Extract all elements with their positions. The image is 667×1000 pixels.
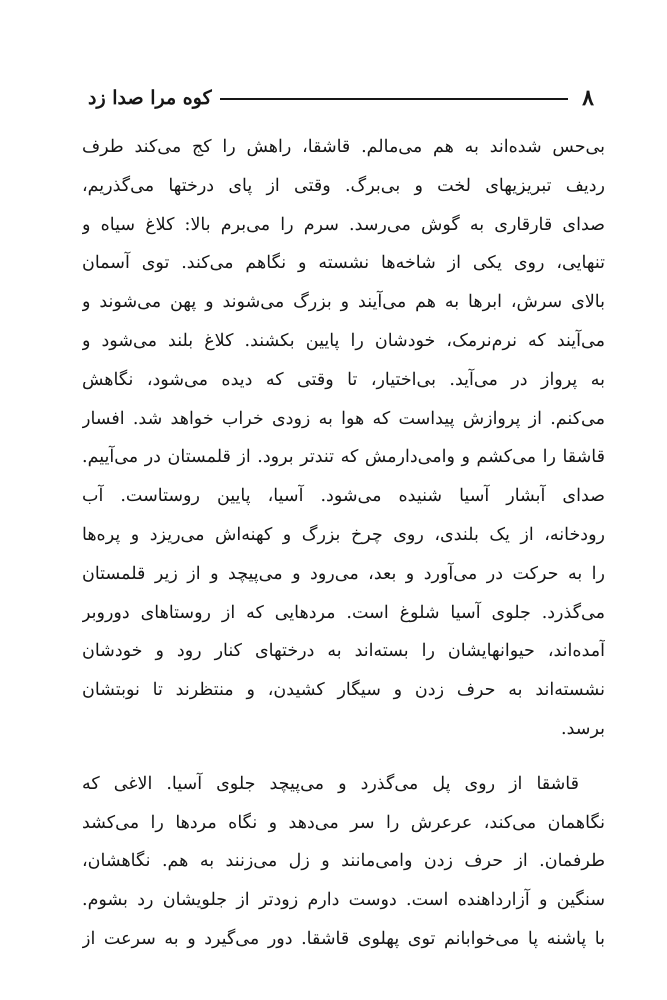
paragraph-spacer xyxy=(82,749,605,765)
text-line: قاشقا از روی پل می‌گذرد و می‌پیچد جلوی آسیا. الاغی که xyxy=(82,773,579,794)
text-line: نشسته‌اند به حرف زدن و سیگار کشیدن، و منتظرند تا نوبتشان xyxy=(82,680,605,701)
text-line: بی‌حس شده‌اند به هم می‌مالم. قاشقا، راهش را کج می‌کند طرف xyxy=(82,137,605,157)
running-title: کوه مرا صدا زد xyxy=(88,87,212,109)
text-line: نگاهمان می‌کند، عرعرش را سر می‌دهد و نگاه مردها را می‌کشد xyxy=(82,812,605,833)
page-number: ۸ xyxy=(582,85,594,111)
text-line: با پاشنه پا می‌خوابانم توی پهلوی قاشقا. دور می‌گیرد و به سرعت از xyxy=(82,928,605,949)
body-text xyxy=(82,128,605,959)
text-line: می‌کنم. از پروازش پیداست که هوا به زودی خراب خواهد شد. افسار xyxy=(82,408,605,429)
text-line: تنهایی، روی یکی از شاخه‌ها نشسته و نگاهم می‌کند. توی آسمان xyxy=(82,253,605,274)
text-line: می‌آیند که نرم‌نرمک، خودشان را پایین بکشند. کلاغ بلند می‌شود و xyxy=(82,330,605,351)
text-line: ردیف تبریزیهای لخت و بی‌برگ. وقتی از پای درختها می‌گذریم، xyxy=(82,175,605,196)
text-line: سنگین و آزارداهنده است. دوست دارم زودتر از جلویشان رد بشوم. xyxy=(82,890,605,911)
text-line: برسد. xyxy=(561,718,605,739)
paragraph-1 xyxy=(82,128,605,749)
header-rule xyxy=(220,98,568,100)
text-line: رودخانه، از یک بلندی، روی چرخ بزرگ و کهنه‌اش می‌ریزد و پره‌ها xyxy=(82,524,605,545)
text-line: به پرواز در می‌آید. بی‌اختیار، تا وقتی که دیده می‌شود، نگاهش xyxy=(82,369,605,390)
text-line: آمده‌اند، حیوانهایشان را بسته‌اند به درختهای کنار رود و خودشان xyxy=(82,641,605,662)
text-line: طرفمان. از حرف زدن وامی‌مانند و زل می‌زنند به هم. نگاهشان، xyxy=(82,851,605,872)
text-line: صدای قارقاری به گوش می‌رسد. سرم را می‌برم بالا: کلاغ سیاه و xyxy=(82,214,605,235)
text-line: را به حرکت در می‌آورد و بعد، می‌رود و می‌پیچد و از زیر قلمستان xyxy=(82,563,605,584)
page-header xyxy=(88,84,594,114)
text-line: بالای سرش، ابرها به هم می‌آیند و بزرگ می‌شوند و پهن می‌شوند و xyxy=(82,292,605,313)
text-line: قاشقا را می‌کشم و وامی‌دارمش که تندتر برود. از قلمستان در می‌آییم. xyxy=(82,447,605,468)
text-line: می‌گذرد. جلوی آسیا شلوغ است. مردهایی که از روستاهای دوروبر xyxy=(82,602,605,623)
paragraph-2 xyxy=(82,765,605,959)
text-line: صدای آبشار آسیا شنیده می‌شود. آسیا، پایین روستاست. آب xyxy=(82,486,605,507)
